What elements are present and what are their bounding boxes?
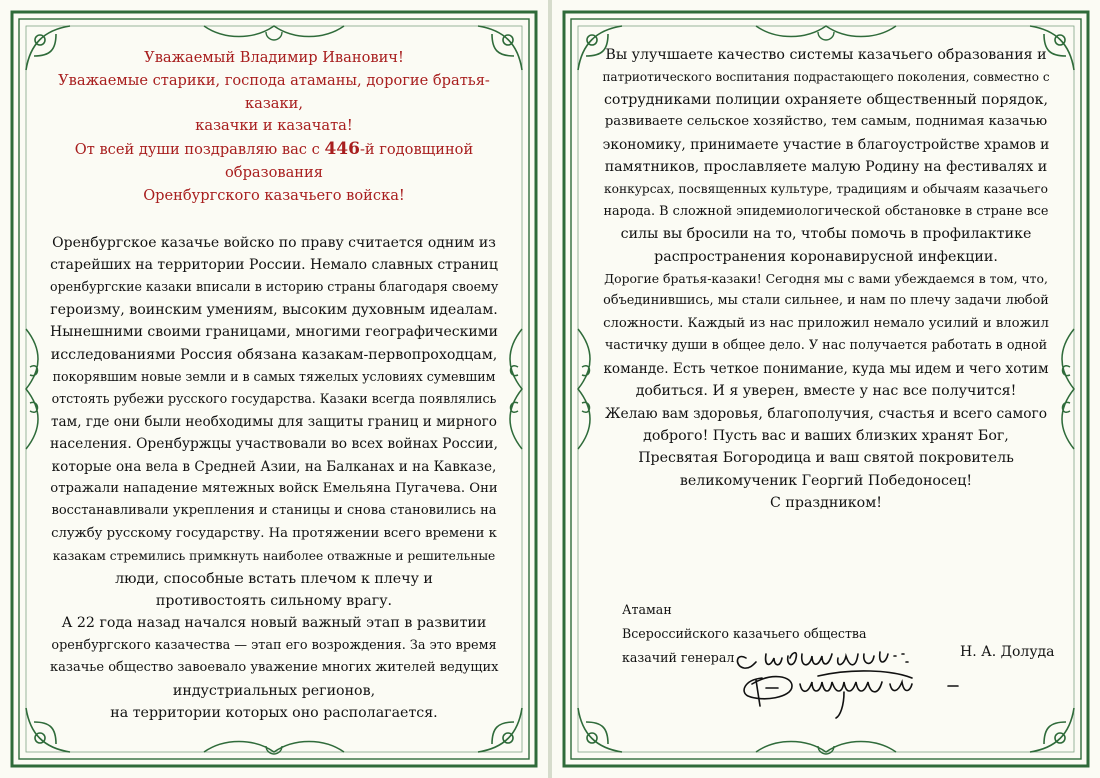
right-text-area	[602, 44, 1050, 515]
body-text-line: развиваете сельское хозяйство, тем самым, поднимая казачью	[604, 114, 1048, 130]
handwritten-signature	[732, 632, 972, 722]
body-text-line: сотрудниками полиции охраняете общественный порядок,	[603, 91, 1049, 108]
greeting-line: Уважаемый Владимир Иванович!	[144, 49, 404, 66]
body-text-line: покорявшим новые земли и в самых тяжелых условиях сумевшим	[52, 369, 496, 385]
signer-name: Н. А. Долуда	[960, 644, 1055, 660]
greeting-line: казачки и казачата!	[195, 117, 353, 135]
body-text-line: команде. Есть четкое понимание, куда мы идем и чего хотим	[603, 360, 1049, 377]
congratulation-line: Оренбургского казачьего войска!	[143, 186, 405, 204]
right-body-text	[602, 44, 1050, 515]
body-text-line: народа. В сложной эпидемиологической обстановке в стране все	[603, 203, 1049, 219]
left-body-text	[50, 232, 498, 725]
body-text-line: С праздником!	[770, 495, 882, 512]
right-page	[552, 0, 1100, 778]
signature-title-line: Всероссийского казачьего общества	[622, 626, 867, 641]
body-text-line: сложности. Каждый из нас приложил немало усилий и вложил	[603, 315, 1049, 331]
body-text-line: доброго! Пусть вас и ваших близких хранят Бог,	[643, 427, 1009, 444]
body-text-line: Оренбургское казачье войско по праву считается одним из	[52, 234, 496, 251]
body-text-line: отражали нападение мятежных войск Емельяна Пугачева. Они	[50, 481, 498, 497]
left-text-area	[50, 47, 498, 725]
body-text-line: добиться. И я уверен, вместе у нас все получится!	[635, 383, 1017, 400]
body-text-line: объединившись, мы стали сильнее, и нам по плечу задачи любой	[603, 293, 1049, 309]
body-text-line: Желаю вам здоровья, благополучия, счастья и всего самого	[604, 405, 1048, 422]
body-text-line: частичку души в общее дело. У нас получается работать в одной	[604, 338, 1048, 354]
signature-title-line: казачий генерал	[622, 650, 735, 665]
body-text-line: службу русскому государству. На протяжении всего времени к	[51, 525, 497, 541]
body-text-line: героизму, воинским умениям, высоким духовным идеалам.	[50, 301, 498, 318]
body-text-line: Пресвятая Богородица и ваш святой покровитель	[638, 450, 1014, 467]
body-text-line: восстанавливали укрепления и станицы и снова становились на	[51, 503, 497, 519]
body-text-line: Дорогие братья-казаки! Сегодня мы с вами убеждаемся в том, что,	[604, 271, 1048, 287]
body-text-line: конкурсах, посвященных культуре, традициям и обычаям казачьего	[604, 182, 1048, 197]
body-text-line: исследованиями Россия обязана казакам-первопроходцам,	[50, 346, 498, 363]
body-text-line: Нынешними своими границами, многими географическими	[50, 324, 498, 341]
body-text-line: на территории которых оно располагается.	[110, 705, 438, 722]
greeting-line: Уважаемые старики, господа атаманы, дорогие братья-казаки,	[58, 71, 490, 112]
body-text-line: распространения коронавирусной инфекции.	[654, 248, 998, 265]
anniversary-number: 446	[324, 139, 360, 160]
body-text-line: оренбургские казаки вписали в историю страны благодаря своему	[50, 279, 499, 295]
body-text-line: А 22 года назад начался новый важный этап в развитии	[61, 615, 487, 632]
left-page	[0, 0, 548, 778]
body-text-line: экономику, принимаете участие в благоустройстве храмов и	[602, 136, 1050, 153]
congratulation-line: От всей души поздравляю вас с 446-й годовщиной образования	[74, 139, 474, 181]
body-text-line: там, где они были необходимы для защиты границ и мирного	[51, 413, 497, 430]
signature-title-line: Атаман	[622, 602, 672, 617]
body-text-line: старейших на территории России. Немало славных страниц	[50, 256, 498, 273]
body-text-line: которые она вела в Средней Азии, на Балканах и на Кавказе,	[51, 458, 497, 475]
body-text-line: Вы улучшаете качество системы казачьего образования и	[605, 47, 1047, 63]
body-text-line: населения. Оренбуржцы участвовали во всех войнах России,	[50, 436, 499, 453]
body-text-line: противостоять сильному врагу.	[155, 593, 393, 610]
body-text-line: казакам стремились примкнуть наиболее отважные и решительные	[52, 549, 496, 564]
body-text-line: патриотического воспитания подрастающего поколения, совместно с	[602, 70, 1050, 85]
body-text-line: оренбургского казачества — этап его возрождения. За это время	[51, 637, 497, 653]
body-text-line: памятников, прославляете малую Родину на фестивалях и	[604, 159, 1048, 176]
body-text-line: отстоять рубежи русского государства. Казаки всегда появлялись	[51, 391, 497, 407]
body-text-line: силы вы бросили на то, чтобы помочь в профилактике	[620, 226, 1032, 243]
body-text-line: казачье общество завоевало уважение многих жителей ведущих	[50, 660, 499, 676]
greeting-block	[50, 47, 498, 208]
body-text-line: великомученик Георгий Победоносец!	[679, 472, 973, 489]
body-text-line: люди, способные встать плечом к плечу и	[115, 570, 433, 587]
body-text-line: индустриальных регионов,	[172, 682, 376, 699]
